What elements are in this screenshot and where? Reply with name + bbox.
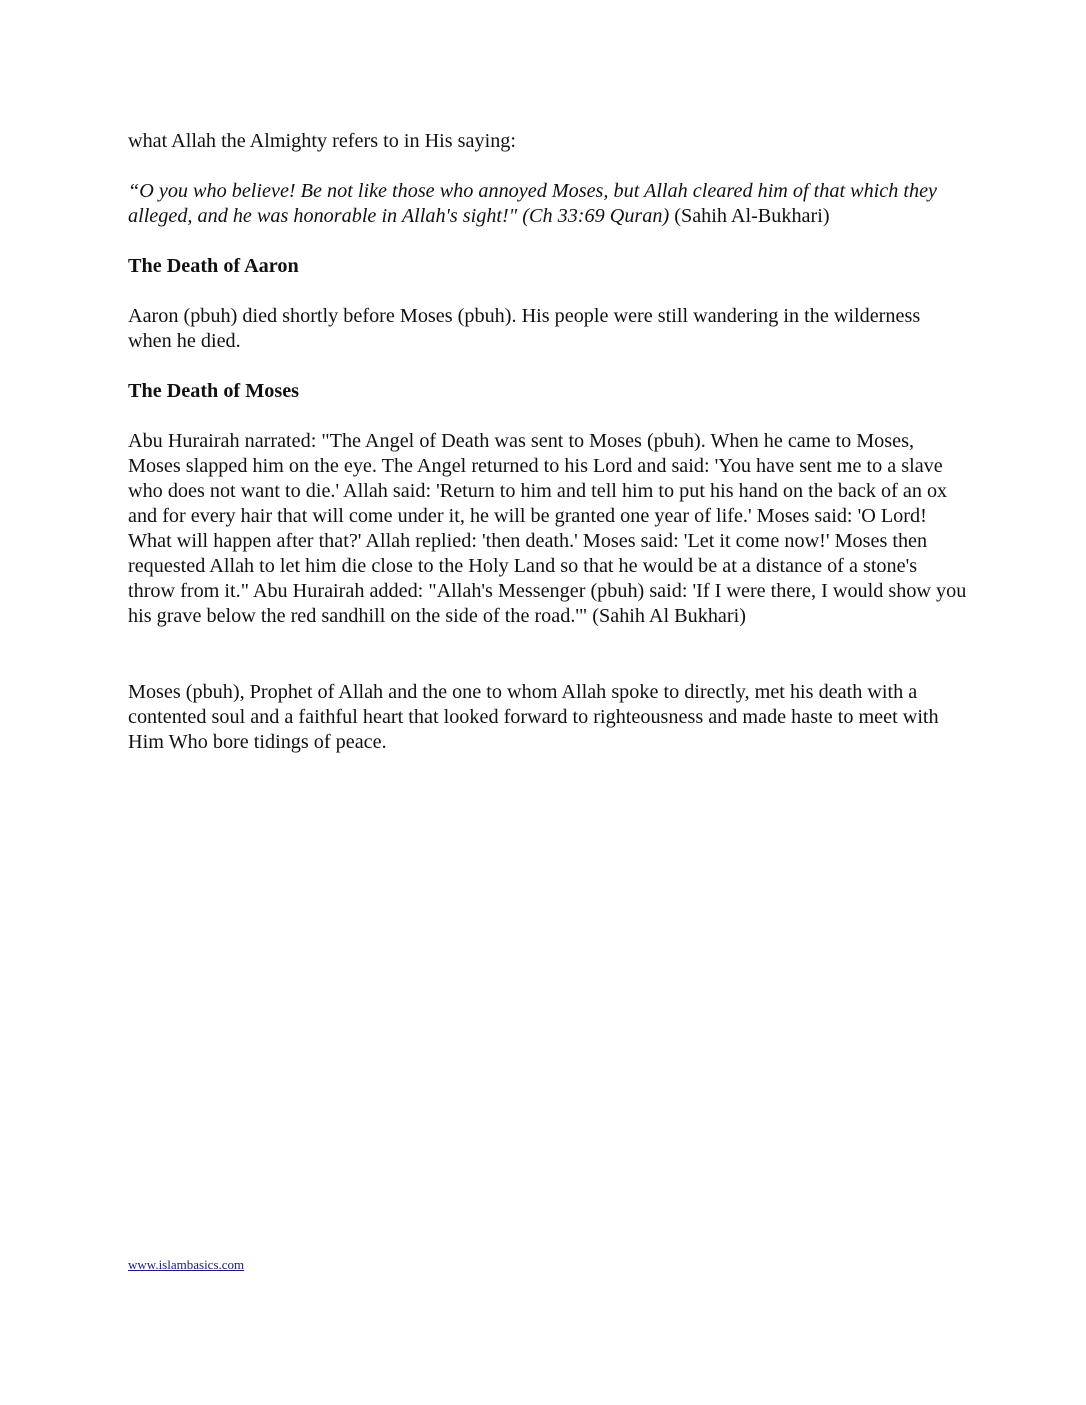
moses-closing-paragraph: Moses (pbuh), Prophet of Allah and the one to whom Allah spoke to directly, met his death with a contented soul and a faithful heart that looked forward to righteousness and made haste to meet with Him Who bore tidings of peace. <box>128 681 939 753</box>
quote-source: (Sahih Al-Bukhari) <box>674 205 830 227</box>
footer-website-link[interactable]: www.islambasics.com <box>128 1257 245 1272</box>
section-heading-death-of-moses: The Death of Moses <box>128 380 300 402</box>
quran-quote <box>128 179 968 229</box>
section-heading-death-of-aaron: The Death of Aaron <box>128 255 299 277</box>
quote-text: “O you who believe! Be not like those who annoyed Moses, but Allah cleared him of that which they alleged, and he was honorable in Allah's sight!" (Ch 33:69 Quran) <box>128 180 938 227</box>
aaron-paragraph: Aaron (pbuh) died shortly before Moses (pbuh). His people were still wandering in the wilderness when he died. <box>128 305 921 352</box>
moses-narration-paragraph: Abu Hurairah narrated: "The Angel of Death was sent to Moses (pbuh). When he came to Moses, Moses slapped him on the eye. The Angel returned to his Lord and said: 'You have sent me to a slave who does not want to die.' Allah said: 'Return to him and tell him to put his hand on the back of an ox and for every hair that will come under it, he will be granted one year of life.' Moses said: 'O Lord! What will happen after that?' Allah replied: 'then death.' Moses said: 'Let it come now!' Moses then requested Allah to let him die close to the Holy Land so that he would be at a distance of a stone's throw from it." Abu Hurairah added: "Allah's Messenger (pbuh) said: 'If I were there, I would show you his grave below the red sandhill on the side of the road.'" (Sahih Al Bukhari) <box>128 430 967 627</box>
intro-line: what Allah the Almighty refers to in His saying: <box>128 130 516 152</box>
